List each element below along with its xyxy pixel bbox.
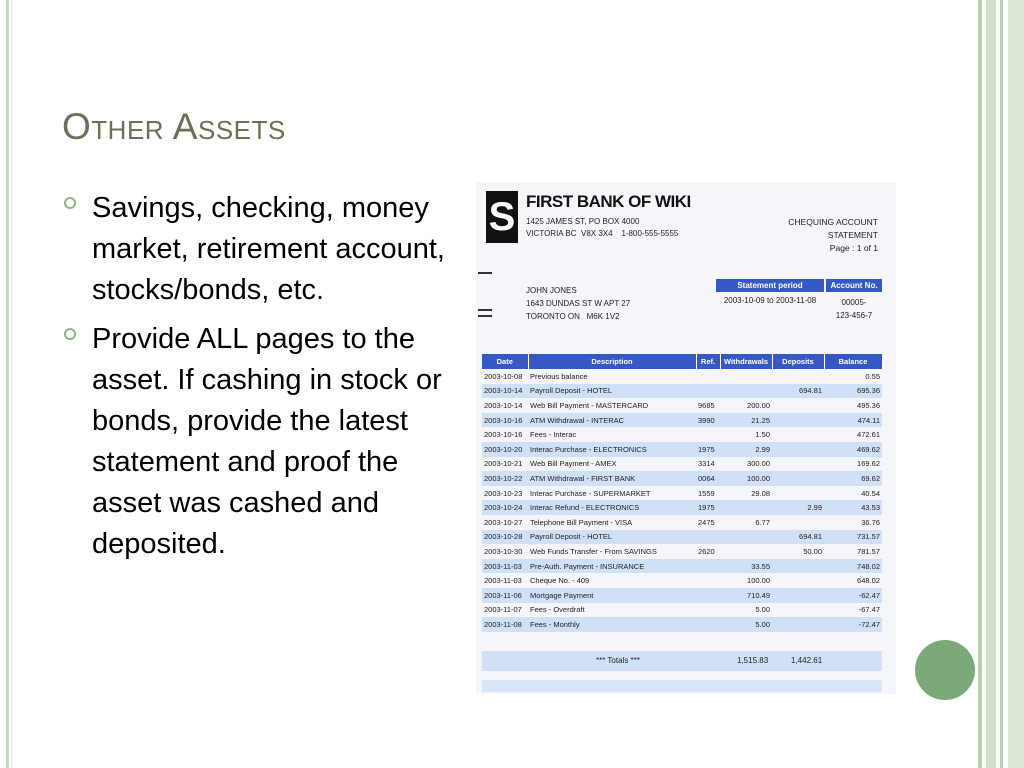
table-cell [720, 384, 772, 399]
table-cell: ATM Withdrawal - INTERAC [528, 413, 696, 428]
bank-statement-image [476, 182, 896, 694]
table-cell: 2003-10-23 [482, 486, 528, 501]
table-cell: 2003-11-03 [482, 573, 528, 588]
table-cell: 2003-10-14 [482, 398, 528, 413]
decorative-circle [915, 640, 975, 700]
table-cell: 2003-10-22 [482, 471, 528, 486]
table-cell: 781.57 [824, 544, 882, 559]
table-cell: 710.49 [720, 588, 772, 603]
table-cell: 748.02 [824, 559, 882, 574]
table-cell: 472.61 [824, 427, 882, 442]
table-cell: 469.62 [824, 442, 882, 457]
table-cell: 9685 [696, 398, 720, 413]
table-cell: 695.36 [824, 384, 882, 399]
table-cell: 694.81 [772, 530, 824, 545]
table-cell: Payroll Deposit - HOTEL [528, 530, 696, 545]
slide-border-left [6, 0, 9, 768]
table-cell: Web Funds Transfer - From SAVINGS [528, 544, 696, 559]
table-cell: 29.08 [720, 486, 772, 501]
table-cell [696, 573, 720, 588]
bank-logo: S [486, 191, 518, 243]
table-cell: 2003-10-24 [482, 500, 528, 515]
table-cell: 648.02 [824, 573, 882, 588]
account-header: Account No. [826, 279, 882, 292]
table-cell: 36.76 [824, 515, 882, 530]
table-cell: 169.62 [824, 457, 882, 472]
table-cell: -62.47 [824, 588, 882, 603]
slide-title: Other Assets [62, 106, 286, 147]
table-row [482, 544, 882, 559]
account-value: 00005- 123-456-7 [835, 298, 873, 320]
table-cell: -72.47 [824, 617, 882, 632]
table-cell: Interac Purchase - SUPERMARKET [528, 486, 696, 501]
table-cell [772, 471, 824, 486]
table-cell: Telephone Bill Payment - VISA [528, 515, 696, 530]
table-cell: 2003-10-14 [482, 384, 528, 399]
table-cell: 495.36 [824, 398, 882, 413]
table-cell [772, 413, 824, 428]
table-cell [696, 369, 720, 384]
table-header-row [482, 354, 882, 369]
statement-title-block [744, 216, 878, 255]
table-row [482, 573, 882, 588]
bullet-text: Savings, checking, money market, retirement account, stocks/bonds, etc. [92, 192, 445, 306]
column-header: Withdrawals [720, 354, 772, 369]
table-cell [772, 603, 824, 618]
table-cell: 100.00 [720, 573, 772, 588]
bullet-circle-icon [64, 328, 76, 340]
table-cell: 40.54 [824, 486, 882, 501]
statement-page: Page : 1 of 1 [829, 243, 878, 253]
bank-address: 1425 JAMES ST, PO BOX 4000 VICTORIA BC V8X 3X4 1-800-555-5555 [526, 217, 679, 238]
table-cell: ATM Withdrawal - FIRST BANK [528, 471, 696, 486]
table-cell [720, 369, 772, 384]
table-cell [696, 530, 720, 545]
table-cell [772, 442, 824, 457]
table-cell: 2003-10-27 [482, 515, 528, 530]
table-cell: 0.55 [824, 369, 882, 384]
table-cell: 2003-11-07 [482, 603, 528, 618]
fold-mark [478, 309, 492, 311]
table-row [482, 515, 882, 530]
table-cell [772, 427, 824, 442]
table-cell: Mortgage Payment [528, 588, 696, 603]
table-row [482, 603, 882, 618]
table-cell: 2.99 [720, 442, 772, 457]
column-header: Deposits [772, 354, 824, 369]
table-cell [720, 530, 772, 545]
table-cell: 21.25 [720, 413, 772, 428]
table-cell: 3314 [696, 457, 720, 472]
table-cell: 2475 [696, 515, 720, 530]
table-cell: 474.11 [824, 413, 882, 428]
table-cell: 2003-10-16 [482, 413, 528, 428]
table-cell [696, 427, 720, 442]
table-cell: 50.00 [772, 544, 824, 559]
table-cell [720, 544, 772, 559]
table-row [482, 398, 882, 413]
table-cell: 300.00 [720, 457, 772, 472]
table-cell [696, 603, 720, 618]
table-cell [772, 515, 824, 530]
table-cell: Pre-Auth. Payment - INSURANCE [528, 559, 696, 574]
customer-address: JOHN JONES 1643 DUNDAS ST W APT 27 TORONTO ON M6K 1V2 [526, 286, 631, 321]
bullet-item [64, 319, 454, 565]
fold-mark [478, 272, 492, 274]
table-cell: 33.55 [720, 559, 772, 574]
statement-footer-band [482, 680, 882, 692]
table-cell: 3990 [696, 413, 720, 428]
table-cell: 2003-11-06 [482, 588, 528, 603]
table-cell: 2003-11-08 [482, 617, 528, 632]
bullet-circle-icon [64, 197, 76, 209]
table-row [482, 442, 882, 457]
table-cell: Fees - Interac [528, 427, 696, 442]
table-cell [696, 559, 720, 574]
table-row [482, 471, 882, 486]
table-cell: 100.00 [720, 471, 772, 486]
slide-border-left-inner [11, 0, 12, 768]
bank-name: FIRST BANK OF WIKI [526, 192, 691, 211]
table-row [482, 617, 882, 632]
table-row [482, 457, 882, 472]
table-cell: 2003-10-20 [482, 442, 528, 457]
table-cell [772, 398, 824, 413]
table-cell: Interac Refund - ELECTRONICS [528, 500, 696, 515]
table-cell: 2003-10-28 [482, 530, 528, 545]
table-cell [772, 588, 824, 603]
slide-border-right-2 [986, 0, 996, 768]
table-row [482, 500, 882, 515]
table-cell: 69.62 [824, 471, 882, 486]
transactions-table [482, 354, 883, 632]
table-row [482, 369, 882, 384]
bullet-list [64, 188, 454, 573]
table-cell: Interac Purchase - ELECTRONICS [528, 442, 696, 457]
table-row [482, 559, 882, 574]
bullet-item [64, 188, 454, 311]
table-cell: Fees - Monthly [528, 617, 696, 632]
totals-label: *** Totals *** [596, 656, 640, 665]
table-cell: Web Bill Payment - MASTERCARD [528, 398, 696, 413]
table-cell: 694.81 [772, 384, 824, 399]
table-row [482, 427, 882, 442]
table-cell: 43.53 [824, 500, 882, 515]
table-cell [696, 617, 720, 632]
fold-mark [478, 315, 492, 317]
table-cell: Payroll Deposit - HOTEL [528, 384, 696, 399]
table-cell: 6.77 [720, 515, 772, 530]
table-cell [696, 384, 720, 399]
table-cell [772, 573, 824, 588]
table-row [482, 530, 882, 545]
slide-border-right-3 [1000, 0, 1003, 768]
period-value: 2003-10-09 to 2003-11-08 [723, 296, 817, 305]
table-row [482, 486, 882, 501]
totals-deposits: 1,442.61 [791, 656, 823, 665]
table-cell: 5.00 [720, 603, 772, 618]
table-cell: 731.57 [824, 530, 882, 545]
column-header: Description [528, 354, 696, 369]
totals-withdrawals: 1,515.83 [737, 656, 769, 665]
table-cell [772, 486, 824, 501]
table-cell [720, 500, 772, 515]
table-cell: 2620 [696, 544, 720, 559]
period-header: Statement period [716, 279, 824, 292]
table-cell: Fees - Overdraft [528, 603, 696, 618]
table-cell: 2003-10-30 [482, 544, 528, 559]
table-cell: 1975 [696, 500, 720, 515]
table-row [482, 413, 882, 428]
table-cell: 2003-10-21 [482, 457, 528, 472]
column-header: Ref. [696, 354, 720, 369]
slide-border-right-4 [1008, 0, 1024, 768]
table-cell: 2003-11-03 [482, 559, 528, 574]
table-cell: 1559 [696, 486, 720, 501]
table-cell: 0064 [696, 471, 720, 486]
table-cell: 2003-10-08 [482, 369, 528, 384]
bullet-text: Provide ALL pages to the asset. If cashing in stock or bonds, provide the latest statement and proof the asset was cashed and deposited. [92, 323, 442, 560]
table-cell [772, 457, 824, 472]
column-header: Date [482, 354, 528, 369]
table-cell: 2003-10-16 [482, 427, 528, 442]
table-cell: Previous balance [528, 369, 696, 384]
table-row [482, 384, 882, 399]
statement-title: CHEQUING ACCOUNT STATEMENT [788, 217, 878, 240]
table-cell [772, 617, 824, 632]
table-cell: 5.00 [720, 617, 772, 632]
table-cell: Cheque No. - 409 [528, 573, 696, 588]
table-row [482, 588, 882, 603]
slide-border-right-1 [978, 0, 982, 768]
table-cell: 2.99 [772, 500, 824, 515]
table-cell [772, 559, 824, 574]
table-cell: Web Bill Payment - AMEX [528, 457, 696, 472]
table-cell [772, 369, 824, 384]
table-cell: 1.50 [720, 427, 772, 442]
table-cell [696, 588, 720, 603]
table-cell: -67.47 [824, 603, 882, 618]
table-cell: 200.00 [720, 398, 772, 413]
table-cell: 1975 [696, 442, 720, 457]
column-header: Balance [824, 354, 882, 369]
